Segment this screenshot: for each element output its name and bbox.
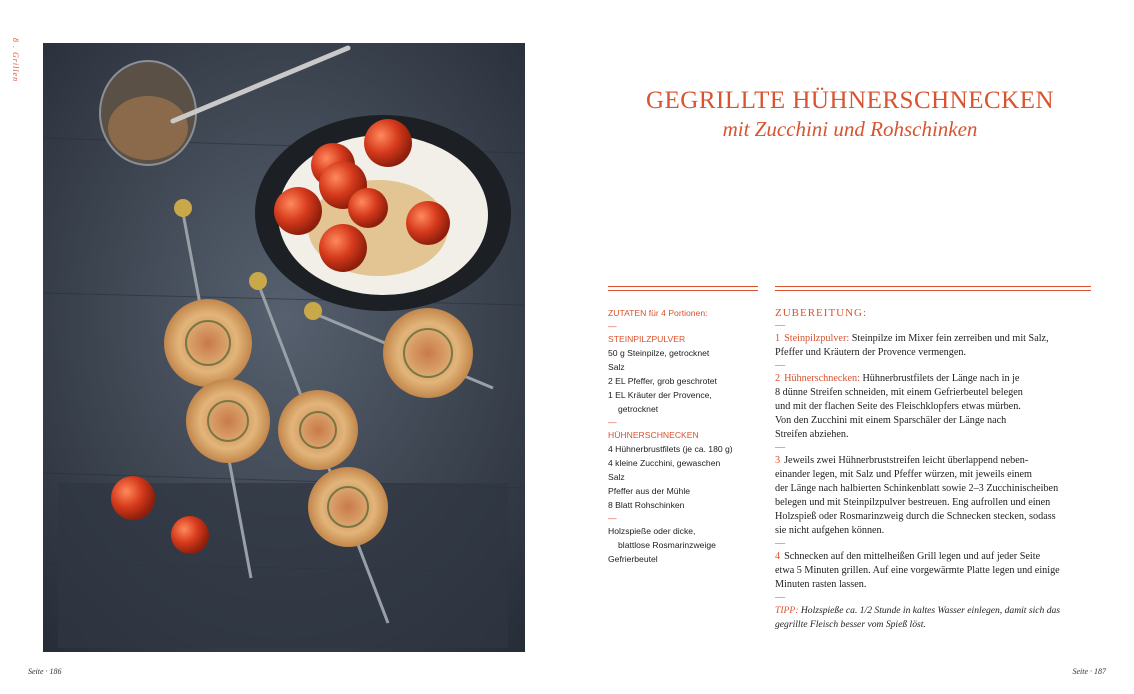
step-text: Schnecken auf den mittelheißen Grill legen und auf jeder Seite	[784, 551, 1041, 562]
step-label: Steinpilzpulver:	[784, 333, 850, 344]
recipe-photo	[43, 43, 525, 652]
page-number-right: Seite · 187	[1072, 667, 1106, 676]
ingredient-item: Holzspieße oder dicke,	[608, 526, 696, 536]
ingredient-item: Pfeffer aus der Mühle	[608, 486, 691, 496]
ingredient-item: Gefrierbeutel	[608, 554, 658, 564]
separator-dash: —	[608, 321, 617, 331]
step-label: Hühnerschnecken:	[784, 373, 860, 384]
recipe-title	[580, 86, 1120, 142]
ingredient-item: Salz	[608, 362, 625, 372]
section-title: STEINPILZPULVER	[608, 334, 686, 344]
section-title: HÜHNERSCHNECKEN	[608, 430, 699, 440]
ingredient-item: 2 EL Pfeffer, grob geschrotet	[608, 376, 717, 386]
tip	[775, 604, 1095, 632]
ingredients-rule	[608, 286, 758, 291]
separator-dash: —	[775, 538, 786, 549]
ingredient-item: 4 Hühnerbrustfilets (je ca. 180 g)	[608, 444, 733, 454]
tip-text: gegrillte Fleisch besser vom Spieß löst.	[775, 619, 926, 630]
separator-dash: —	[775, 320, 786, 331]
preparation-steps	[775, 306, 1095, 632]
tip-label: TIPP:	[775, 605, 799, 616]
step-text: Hühnerbrustfilets der Länge nach in je	[859, 373, 1020, 384]
step-number: 2	[775, 373, 781, 384]
ingredients-list	[608, 306, 758, 566]
step-text: der Länge nach halbierten Schinkenblatt sowie 2–3 Zucchinischeiben	[775, 483, 1059, 494]
preparation-heading: ZUBEREITUNG:	[775, 307, 868, 319]
step-text: belegen und mit Steinpilzpulver bestreuen. Eng aufrollen und einen	[775, 497, 1051, 508]
step-text: und mit der flachen Seite des Fleischklopfers etwas mürben.	[775, 401, 1021, 412]
ingredients-heading: ZUTATEN für 4 Portionen:	[608, 308, 708, 318]
separator-dash: —	[775, 592, 786, 603]
step-text: 8 dünne Streifen schneiden, mit einem Gefrierbeutel belegen	[775, 387, 1023, 398]
tomato-bowl	[255, 115, 511, 311]
separator-dash: —	[775, 442, 786, 453]
step-1	[775, 332, 1095, 360]
ingredient-item: blattlose Rosmarinzweige	[618, 540, 716, 550]
ingredient-item: Salz	[608, 472, 625, 482]
tip-text: Holzspieße ca. 1/2 Stunde in kaltes Wasser einlegen, damit sich das	[798, 605, 1061, 616]
step-number: 1	[775, 333, 781, 344]
page-number-left: Seite · 186	[28, 667, 62, 676]
ingredient-item: 4 kleine Zucchini, gewaschen	[608, 458, 721, 468]
step-text: Streifen abziehen.	[775, 429, 849, 440]
step-text: etwa 5 Minuten grillen. Auf eine vorgewärmte Platte legen und einige	[775, 565, 1060, 576]
chapter-side-label: 8 . Grillen	[11, 38, 20, 83]
separator-dash: —	[608, 417, 617, 427]
step-text: Steinpilze im Mixer fein zerreiben und mit Salz,	[849, 333, 1049, 344]
step-number: 4	[775, 551, 781, 562]
step-text: Minuten rasten lassen.	[775, 579, 867, 590]
ingredient-item: 50 g Steinpilze, getrocknet	[608, 348, 710, 358]
ingredient-item: 1 EL Kräuter der Provence,	[608, 390, 712, 400]
step-text: Holzspieß oder Rosmarinzweig durch die Schnecken stecken, sodass	[775, 511, 1056, 522]
separator-dash: —	[775, 360, 786, 371]
recipe-title-main: GEGRILLTE HÜHNERSCHNECKEN	[645, 87, 1055, 114]
ingredient-item: 8 Blatt Rohschinken	[608, 500, 685, 510]
separator-dash: —	[608, 513, 617, 523]
preparation-rule	[775, 286, 1091, 291]
recipe-title-sub: mit Zucchini und Rohschinken	[722, 117, 978, 141]
step-number: 3	[775, 455, 781, 466]
step-2	[775, 372, 1095, 442]
step-text: Jeweils zwei Hühnerbruststreifen leicht überlappend neben-	[784, 455, 1029, 466]
step-text: sie nicht aufgehen können.	[775, 525, 885, 536]
step-3	[775, 454, 1095, 538]
step-text: Pfeffer und Kräutern der Provence vermengen.	[775, 347, 967, 358]
step-text: einander legen, mit Salz und Pfeffer würzen, mit jeweils einem	[775, 469, 1032, 480]
step-4	[775, 550, 1095, 592]
ingredient-item: getrocknet	[618, 404, 659, 414]
step-text: Von den Zucchini mit einem Sparschäler der Länge nach	[775, 415, 1007, 426]
